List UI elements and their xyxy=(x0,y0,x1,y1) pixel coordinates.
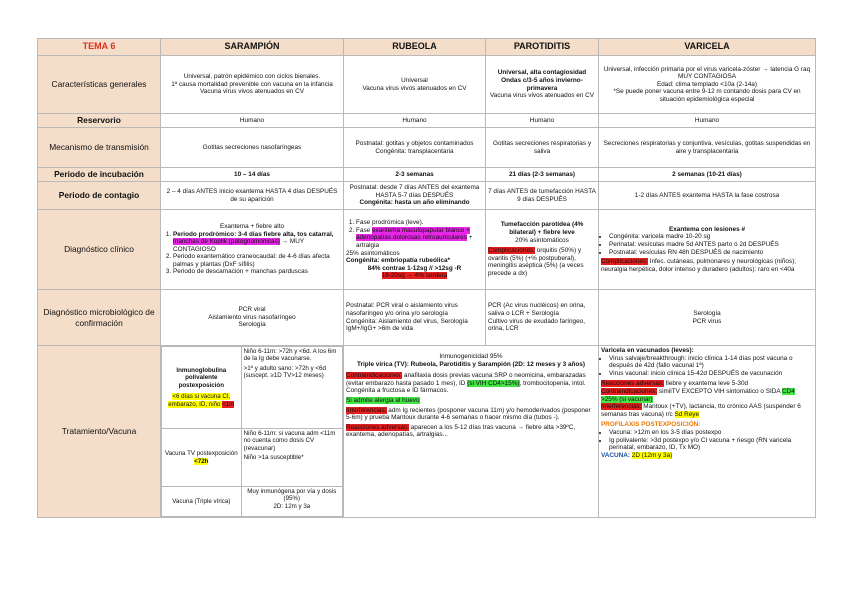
cell-varicela-mecanismo: Secreciones respiratorias y conjuntiva, vesículas, gotitas suspendidas en aire y transplacentaria xyxy=(599,128,816,168)
text: 1ª causa mortalidad prevenible con vacuna en la infancia xyxy=(171,80,333,88)
text: MUY CONTAGIOSA xyxy=(678,73,736,81)
table-row xyxy=(162,429,343,487)
text: Universal, patrón epidémico con ciclos bienales. xyxy=(183,73,321,81)
cell-parotiditis-micro xyxy=(486,290,599,346)
cell-sarampion-incubacion: 10 – 14 días xyxy=(161,168,344,182)
text: Vacuna virus vivos atenuados en CV xyxy=(490,92,594,100)
text: , trombocitopenia, intol. Congénita a fructosa e ID fármacos. xyxy=(346,379,586,395)
cell-rubeola-contagio xyxy=(344,182,486,210)
list-item: • Congénita: varicela madre 10-20 sg xyxy=(609,233,813,241)
reacciones-highlight: Reacciones adversas: xyxy=(346,423,409,431)
row-mecanismo xyxy=(38,128,816,168)
text: Universal, alta contagiosidad xyxy=(497,69,587,77)
text xyxy=(488,247,596,277)
list-item: 3. Periodo de descamación + manchas parduscas xyxy=(173,268,341,276)
text: Inmunoglobulina polivalente postexposición xyxy=(176,366,227,389)
text: 25% asintomáticos xyxy=(346,249,400,257)
text xyxy=(346,372,596,395)
text: Universal, infección primaria por el virus varicela-zóster → latencia G raq xyxy=(603,65,811,73)
text: Cultivo virus de exudado faríngeo, orina, LCR xyxy=(488,317,585,333)
list-item: • Perinatal: vesículas madre 5d ANTES parto ó 2d DESPUÉS xyxy=(609,241,813,249)
row-label-mecanismo: Mecanismo de transmisión xyxy=(38,128,161,168)
cell-sarampion-tratamiento xyxy=(161,346,344,518)
text: aparecen a los 5-12 días tras vacuna → fiebre alta >39ºC, exantema, adenopatías, artralgias... xyxy=(346,423,576,439)
text: + artralgia xyxy=(356,234,473,249)
text: similTV EXCEPTO VIH sintomático o SIDA xyxy=(657,387,783,395)
sarampion-treatment-table xyxy=(161,346,343,517)
text: Vacuna virus vivos atenuados en CV xyxy=(362,84,467,92)
reacciones-highlight: Reacciones adversas: xyxy=(601,380,664,388)
text: Niño 6-11m: si vacuna adm <11m no cuenta como dosis CV (revacunar) xyxy=(243,430,336,452)
text: PCR (Ac virus nucléicos) en orina, saliva o LCR + Serología xyxy=(488,302,586,317)
list xyxy=(163,231,341,277)
list-item: • Postnatal: vesículas RN 48h DESPUÉS de nacimiento xyxy=(609,249,813,257)
vacuna-detail-cell xyxy=(241,487,342,517)
text: PCR viral xyxy=(238,306,266,314)
contraindicaciones-highlight: Contraindicaciones: xyxy=(346,372,403,380)
text: Postnatal: gotitas y objetos contaminados xyxy=(355,139,474,147)
row-label-contagio: Periodo de contagio xyxy=(38,182,161,210)
cell-varicela-micro xyxy=(599,290,816,346)
text: fiebre y exantema leve 5-30d xyxy=(663,380,749,388)
cell-rubeola-incubacion: 2-3 semanas xyxy=(344,168,486,182)
cell-varicela-incubacion: 2 semanas (10-21 días) xyxy=(599,168,816,182)
list-item xyxy=(356,227,483,250)
exantema-highlight: exantema maculopapular blanco + adenopatías dolorosas retroauriculares xyxy=(356,226,470,242)
text: Periodo prodrómico: 3-4 días fiebre alta, tos catarral, xyxy=(173,230,334,238)
header-sarampion: SARAMPIÓN xyxy=(161,39,344,56)
cell-parotiditis-diagnostico xyxy=(486,210,599,290)
list-item: • Virus salvaje/breakthrough: inicio clínica 1-14 días post vacuna o después de 42d (fallo vacunal 1ª) xyxy=(609,355,813,370)
text: Congénita: transplacentaria xyxy=(375,147,454,155)
cell-parotiditis-contagio: 7 días ANTES de tumefacción HASTA 9 días DESPUÉS xyxy=(486,182,599,210)
header-row xyxy=(38,39,816,56)
header-tema: TEMA 6 xyxy=(38,39,161,56)
text: 2D: 12m y 3a xyxy=(273,502,311,510)
row-label-incubacion: Periodo de incubación xyxy=(38,168,161,182)
text: Triple vírica (TV): Rubeola, Parotiditis y Sarampión (2D: 12 meses y 3 años) xyxy=(356,360,585,368)
text: Vacuna (Triple vírica) xyxy=(172,497,231,505)
koplik-highlight: manchas de Koplik (patognomónicas) xyxy=(173,238,280,246)
header-varicela: VARICELA xyxy=(599,39,816,56)
ig-highlight xyxy=(168,393,234,407)
text xyxy=(346,407,596,422)
cell-sarampion-contagio: 2 – 4 días ANTES inicio exantema HASTA 4 días DESPUÉS de su aparición xyxy=(161,182,344,210)
list xyxy=(601,355,813,378)
list-item: • Ig polivalente: >3d postexpo y/o CI vacuna + riesgo (RN varicela perinatal, embarazo, ID, Tx MO) xyxy=(609,437,813,452)
text: Muy inmunógena por vía y dosis (95%) xyxy=(247,488,337,503)
vacuna-highlight: 2D (12m y 3a) xyxy=(631,451,673,459)
cell-parotiditis-reservorio: Humano xyxy=(486,114,599,128)
text: Serología xyxy=(693,309,721,317)
text xyxy=(346,424,596,439)
vih-highlight: (si VIH CD4>15%) xyxy=(467,379,520,387)
text: Niño 6-11m: >72h y <6d. A los 6m de la Ig debe vacunarse. xyxy=(243,348,337,363)
header-rubeola: RUBEOLA xyxy=(344,39,486,56)
text: Universal xyxy=(401,76,428,84)
list xyxy=(346,219,483,249)
cell-rubeola-reservorio: Humano xyxy=(344,114,486,128)
list xyxy=(601,233,813,256)
cell-parotiditis-mecanismo: Gotitas secreciones respiratorias y saliva xyxy=(486,128,599,168)
text: <6 días si vacuna CI, embarazo, ID, niño xyxy=(168,393,231,408)
cell-rubeola-parotiditis-tratamiento xyxy=(344,346,599,518)
cell-varicela-caracteristicas xyxy=(599,56,816,114)
text: PCR virus xyxy=(692,317,722,325)
table-row xyxy=(162,487,343,517)
cell-sarampion-mecanismo: Gotitas secreciones nasofaríngeas xyxy=(161,128,344,168)
text: Serología xyxy=(238,321,266,329)
text: Aislamiento virus nasofaríngeo xyxy=(208,313,296,321)
text: Postnatal: desde 7 días ANTES del exantema HASTA 5-7 días DESPUÉS xyxy=(349,184,480,199)
list xyxy=(601,429,813,452)
row-label-caracteristicas: Características generales xyxy=(38,56,161,114)
cell-varicela-diagnostico xyxy=(599,210,816,290)
complicaciones-highlight: Complicaciones: xyxy=(601,258,648,266)
text: Edad: clima templado <10a (2-14a) xyxy=(656,80,757,88)
text: Postnatal: PCR viral o aislamiento virus nasofaríngeo y/o orina y/o serología xyxy=(346,302,458,317)
text xyxy=(601,258,813,273)
reye-highlight: Sd Reye xyxy=(674,410,700,418)
cell-sarampion-reservorio: Humano xyxy=(161,114,344,128)
text: Mantoux (+TV), lactancia, tto crónico AAS (suspender 6 semanas tras vacuna) r/c xyxy=(601,403,801,418)
text: Exantema + fiebre alto xyxy=(219,222,285,230)
tv-cell xyxy=(162,429,242,487)
text: adm Ig recientes (posponer vacuna 11m) y/o hemoderivados (posponer 5-6m) y prueba Mantoux durante 4-6 semanas o hacer mismo día (tubos -). xyxy=(346,406,591,422)
cell-varicela-reservorio: Humano xyxy=(599,114,816,128)
list-item: 1. Fase prodrómica (leve). xyxy=(356,219,483,227)
cell-rubeola-mecanismo xyxy=(344,128,486,168)
vacuna-label: VACUNA: xyxy=(601,451,630,459)
cell-sarampion-caracteristicas xyxy=(161,56,344,114)
ig-cell xyxy=(162,347,242,429)
text xyxy=(601,388,813,403)
text: Congénita: hasta un año eliminando xyxy=(359,199,470,207)
text: anafilaxia dosis previas vacuna SRP o neomicina, embarazadas (evitar embarazo hasta pasado 1 mes), ID xyxy=(346,372,586,387)
interferencias-highlight: Interferencias: xyxy=(601,403,642,411)
text: <1m xyxy=(222,400,235,408)
text: Fase xyxy=(356,226,372,234)
row-diagnostico xyxy=(38,210,816,290)
row-label-diagnostico: Diagnóstico clínico xyxy=(38,210,161,290)
text: Ondas c/3-5 años invierno-primavera xyxy=(501,76,583,92)
table-row xyxy=(162,347,343,429)
vacuna-cell xyxy=(162,487,242,517)
row-label-reservorio: Reservorio xyxy=(38,114,161,128)
sordera-highlight: 16-20sg → 4% sordera xyxy=(381,272,448,280)
text: 84% contrae 1-12sg // >12sg -R xyxy=(367,264,462,272)
cell-sarampion-micro xyxy=(161,290,344,346)
text: Vacuna virus vivos atenuados en CV xyxy=(200,88,304,96)
row-caracteristicas xyxy=(38,56,816,114)
complicaciones-highlight: Complicaciones: xyxy=(488,247,535,255)
row-reservorio xyxy=(38,114,816,128)
text: Tumefacción parotídea (4% bilateral) + fiebre leve xyxy=(500,221,584,237)
ig-detail-cell xyxy=(241,347,342,429)
text: Congénita: Aislamiento del virus, Serología IgM+/IgG+ >6m de vida xyxy=(346,317,468,333)
text: 20% asintomáticos xyxy=(515,236,569,244)
list-item: • Virus vacunal: inicio clínica 15-42d DESPUÉS de vacunación xyxy=(609,370,813,378)
cell-sarampion-diagnostico xyxy=(161,210,344,290)
text: Vacuna TV postexposición xyxy=(164,450,238,458)
cell-parotiditis-incubacion: 21 días (2-3 semanas) xyxy=(486,168,599,182)
text: >1ª y adulto sano: >72h y <6d (suscept. ≥1D TV>12 meses) xyxy=(243,364,326,380)
text xyxy=(601,452,813,460)
list-item: 2. Periodo exantemático craneocaudal: de 4-6 días afecta palmas y plantas (DxF sífilis) xyxy=(173,253,341,268)
row-tratamiento xyxy=(38,346,816,518)
cell-varicela-contagio: 1-2 días ANTES exantema HASTA la fase costrosa xyxy=(599,182,816,210)
text: Niño >1a susceptible* xyxy=(243,454,304,462)
cell-varicela-tratamiento xyxy=(599,346,816,518)
list-item: • Vacuna: >12m en los 3-5 días postexpo xyxy=(609,429,813,437)
tv-detail-cell xyxy=(241,429,342,487)
list-item xyxy=(173,231,341,254)
contraindicaciones-highlight: Contraindicaciones: xyxy=(601,387,658,395)
row-incubacion xyxy=(38,168,816,182)
row-label-tratamiento: Tratamiento/Vacuna xyxy=(38,346,161,518)
cell-rubeola-caracteristicas xyxy=(344,56,486,114)
text: Exantema con lesiones # xyxy=(668,225,745,233)
text: Varicela en vacunados (leves): xyxy=(601,347,694,354)
row-contagio xyxy=(38,182,816,210)
text xyxy=(601,403,813,418)
text: orquitis (50%) y ovaritis (5%) (+% postpuberal), meningitis aséptica (5%) (a veces precede a dx) xyxy=(488,247,584,277)
text xyxy=(601,380,813,388)
text: Infec. cutáneas, pulmonares y neurológicas (niños); neuralgia herpética, dolor intenso y duradero (adultos): raro en <40a xyxy=(601,258,797,273)
cell-parotiditis-caracteristicas xyxy=(486,56,599,114)
header-parotiditis: PAROTIDITIS xyxy=(486,39,599,56)
row-micro xyxy=(38,290,816,346)
cd4-highlight: CD4 >25% (si vacunar) xyxy=(601,387,795,403)
text: → MUY CONTAGIOSO xyxy=(173,238,304,253)
cell-rubeola-micro xyxy=(344,290,486,346)
text: Congénita: embriopatía rubeólica* xyxy=(346,257,451,265)
summary-table xyxy=(37,38,816,518)
alergia-highlight: Si admite alergia al huevo xyxy=(346,396,420,404)
text: Inmunogenicidad 95% xyxy=(439,353,503,360)
interferencias-highlight: Interferencias: xyxy=(346,406,387,414)
row-label-micro: Diagnóstico microbiológico de confirmación xyxy=(38,290,161,346)
tv-highlight: <72h xyxy=(194,457,209,465)
cell-rubeola-diagnostico xyxy=(344,210,486,290)
text: *Se puede poner vacuna entre 9-12 m contando dosis para CV en situación epidemiológica especial xyxy=(613,88,801,103)
profilaxis-title: PROFILAXIS POSTEXPOSICIÓN: xyxy=(601,421,701,429)
